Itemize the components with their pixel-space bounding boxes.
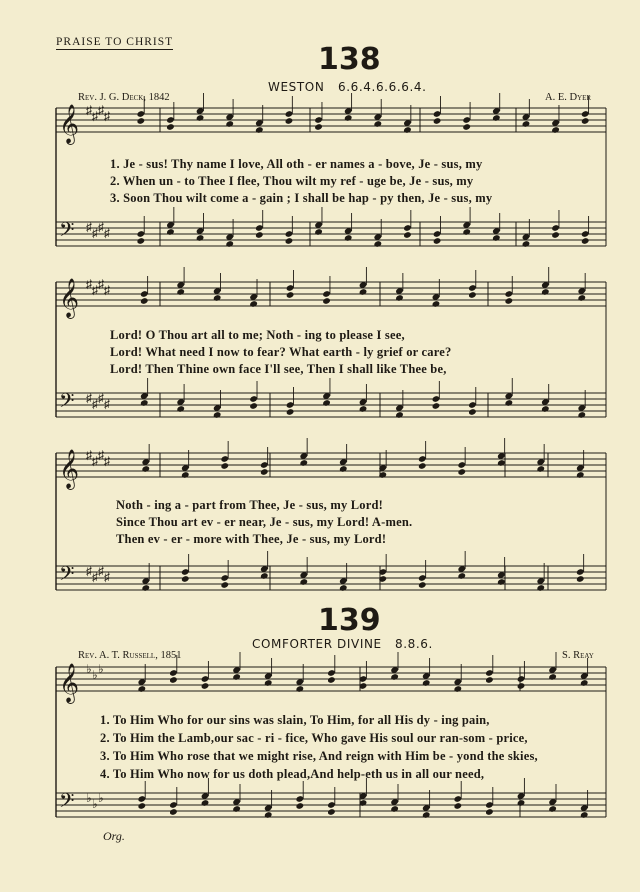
key-signature-icon: ♯ — [92, 283, 98, 297]
note-head — [339, 465, 348, 473]
note-head — [344, 234, 353, 242]
page-header: PRAISE TO CHRIST — [56, 36, 174, 48]
note-head — [213, 294, 222, 302]
bass-clef-icon: 𝄢 — [59, 218, 75, 246]
note-head — [577, 411, 586, 419]
note-head — [457, 468, 466, 476]
author-139: Rev. A. T. Russell, 1851 — [78, 650, 182, 661]
note-head — [497, 459, 506, 467]
note-head — [359, 405, 368, 413]
key-signature-icon: ♯ — [86, 103, 92, 117]
note-head — [141, 465, 150, 473]
note-head — [548, 673, 557, 681]
note-head — [468, 408, 477, 416]
lyric-138-s3-v2: Since Thou art ev - er near, Je - sus, my Lord! A-men. — [116, 515, 413, 529]
note-head — [577, 294, 586, 302]
note-head — [432, 402, 441, 410]
note-head — [541, 288, 550, 296]
meter-138: 6.6.4.6.6.6.4. — [338, 80, 427, 94]
note-head — [327, 808, 336, 816]
note-head — [551, 126, 560, 134]
bass-clef-icon: 𝄢 — [59, 789, 75, 817]
note-head — [374, 240, 383, 248]
note-head — [536, 584, 545, 592]
note-head — [359, 288, 368, 296]
key-signature-icon: ♯ — [92, 226, 98, 240]
lyric-138-s1-v1: 1. Je - sus! Thy name I love, All oth - er names a - bove, Je - sus, my — [110, 157, 483, 171]
note-head — [551, 231, 560, 239]
note-head — [390, 673, 399, 681]
lyric-139-v3: 3. To Him Who rose that we might rise, And reign with Him be - yond the skies, — [100, 749, 538, 763]
key-signature-icon: ♯ — [92, 570, 98, 584]
note-head — [403, 231, 412, 239]
key-signature-icon: ♯ — [92, 397, 98, 411]
key-signature-icon: ♯ — [98, 391, 104, 405]
treble-clef-icon: 𝄞 — [59, 104, 80, 144]
lyric-138-s3-v1: Noth - ing a - part from Thee, Je - sus, my Lord! — [116, 498, 383, 512]
note-head — [327, 676, 336, 684]
note-head — [264, 811, 273, 819]
note-head — [299, 578, 308, 586]
note-head — [166, 228, 175, 236]
key-signature-icon: ♯ — [98, 220, 104, 234]
note-head — [453, 685, 462, 693]
note-head — [462, 123, 471, 131]
meter-139: 8.8.6. — [395, 637, 433, 651]
note-head — [176, 405, 185, 413]
note-head — [432, 300, 441, 308]
lyric-138-s2-v1: Lord! O Thou art all to me; Noth - ing to please I see, — [110, 328, 405, 342]
bass-clef-icon: 𝄢 — [59, 562, 75, 590]
note-head — [141, 584, 150, 592]
key-signature-icon: ♭ — [86, 791, 92, 805]
key-signature-icon: ♯ — [86, 564, 92, 578]
note-head — [137, 237, 146, 245]
note-head — [196, 114, 205, 122]
note-head — [576, 471, 585, 479]
note-head — [286, 291, 295, 299]
note-head — [462, 228, 471, 236]
note-head — [576, 575, 585, 583]
tune-name-138: WESTON — [268, 80, 325, 94]
key-signature-icon: ♯ — [104, 226, 110, 240]
note-head — [344, 114, 353, 122]
note-head — [453, 802, 462, 810]
note-head — [536, 465, 545, 473]
note-head — [181, 471, 190, 479]
note-head — [140, 297, 149, 305]
note-head — [255, 126, 264, 134]
note-head — [422, 679, 431, 687]
note-head — [232, 805, 241, 813]
note-head — [137, 685, 146, 693]
key-signature-icon: ♯ — [98, 564, 104, 578]
note-head — [213, 411, 222, 419]
note-head — [260, 572, 269, 580]
key-signature-icon: ♯ — [86, 391, 92, 405]
note-head — [166, 123, 175, 131]
key-signature-icon: ♯ — [98, 277, 104, 291]
note-head — [433, 117, 442, 125]
note-head — [285, 117, 294, 125]
note-head — [181, 575, 190, 583]
key-signature-icon: ♯ — [98, 103, 104, 117]
note-head — [286, 408, 295, 416]
note-head — [492, 234, 501, 242]
lyric-139-v1: 1. To Him Who for our sins was slain, To Him, for all His dy - ing pain, — [100, 713, 490, 727]
key-signature-icon: ♭ — [92, 668, 98, 682]
note-head — [285, 237, 294, 245]
tune-name-139: COMFORTER DIVINE — [252, 637, 382, 651]
note-head — [403, 126, 412, 134]
note-head — [581, 117, 590, 125]
note-head — [322, 399, 331, 407]
key-signature-icon: ♯ — [86, 277, 92, 291]
note-head — [220, 581, 229, 589]
hymn-number-139: 139 — [318, 603, 381, 638]
note-head — [581, 237, 590, 245]
note-head — [374, 120, 383, 128]
key-signature-icon: ♯ — [104, 570, 110, 584]
note-head — [169, 676, 178, 684]
note-head — [299, 459, 308, 467]
key-signature-icon: ♯ — [104, 109, 110, 123]
key-signature-icon: ♯ — [104, 454, 110, 468]
note-head — [264, 679, 273, 687]
note-head — [314, 228, 323, 236]
lyric-138-s2-v3: Lord! Then Thine own face I'll see, Then I shall like Thee be, — [110, 362, 447, 376]
key-signature-icon: ♯ — [104, 397, 110, 411]
lyric-138-s1-v2: 2. When un - to Thee I flee, Thou wilt my ref - uge be, Je - sus, my — [110, 174, 474, 188]
note-head — [196, 234, 205, 242]
note-head — [505, 297, 514, 305]
note-head — [548, 805, 557, 813]
composer-138: A. E. Dyer — [545, 92, 592, 103]
key-signature-icon: ♯ — [92, 454, 98, 468]
lyric-139-v4: 4. To Him Who now for us doth plead,And help-eth us in all our need, — [100, 767, 485, 781]
key-signature-icon: ♭ — [92, 797, 98, 811]
note-head — [433, 237, 442, 245]
key-signature-icon: ♭ — [86, 662, 92, 676]
note-head — [220, 462, 229, 470]
note-head — [137, 117, 146, 125]
lyric-138-s2-v2: Lord! What need I now to fear? What earth - ly grief or care? — [110, 345, 452, 359]
note-head — [418, 462, 427, 470]
note-head — [225, 240, 234, 248]
note-head — [522, 240, 531, 248]
key-signature-icon: ♯ — [86, 448, 92, 462]
treble-clef-icon: 𝄞 — [59, 449, 80, 489]
note-head — [339, 584, 348, 592]
note-head — [485, 676, 494, 684]
note-head — [497, 578, 506, 586]
note-head — [395, 411, 404, 419]
organ-mark: Org. — [103, 829, 125, 843]
note-head — [249, 402, 258, 410]
author-138: Rev. J. G. Deck, 1842 — [78, 92, 170, 103]
note-head — [522, 120, 531, 128]
hymn-number-138: 138 — [318, 42, 381, 77]
note-head — [295, 802, 304, 810]
note-head — [314, 123, 323, 131]
composer-139: S. Reay — [562, 650, 594, 661]
key-signature-icon: ♯ — [98, 448, 104, 462]
key-signature-icon: ♯ — [86, 220, 92, 234]
note-head — [260, 468, 269, 476]
key-signature-icon: ♯ — [92, 109, 98, 123]
note-head — [225, 120, 234, 128]
note-head — [140, 399, 149, 407]
note-head — [485, 808, 494, 816]
note-head — [418, 581, 427, 589]
key-signature-icon: ♯ — [104, 283, 110, 297]
note-head — [580, 811, 589, 819]
note-head — [395, 294, 404, 302]
note-head — [169, 808, 178, 816]
note-head — [517, 682, 526, 690]
treble-clef-icon: 𝄞 — [59, 663, 80, 703]
note-head — [201, 799, 210, 807]
note-head — [322, 297, 331, 305]
note-head — [295, 685, 304, 693]
note-head — [201, 682, 210, 690]
note-head — [541, 405, 550, 413]
note-head — [390, 805, 399, 813]
note-head — [232, 673, 241, 681]
treble-clef-icon: 𝄞 — [59, 278, 80, 318]
note-head — [249, 300, 258, 308]
note-head — [492, 114, 501, 122]
key-signature-icon: ♭ — [98, 791, 104, 805]
note-head — [580, 679, 589, 687]
lyric-139-v2: 2. To Him the Lamb,our sac - ri - fice, Who gave His soul our ran-som - price, — [100, 731, 528, 745]
note-head — [517, 799, 526, 807]
note-head — [255, 231, 264, 239]
note-head — [137, 802, 146, 810]
note-head — [505, 399, 514, 407]
bass-clef-icon: 𝄢 — [59, 389, 75, 417]
lyric-138-s3-v3: Then ev - er - more with Thee, Je - sus, my Lord! — [116, 532, 387, 546]
key-signature-icon: ♭ — [98, 662, 104, 676]
note-head — [176, 288, 185, 296]
note-head — [457, 572, 466, 580]
note-head — [422, 811, 431, 819]
lyric-138-s1-v3: 3. Soon Thou wilt come a - gain ; I shall be hap - py then, Je - sus, my — [110, 191, 493, 205]
note-head — [468, 291, 477, 299]
